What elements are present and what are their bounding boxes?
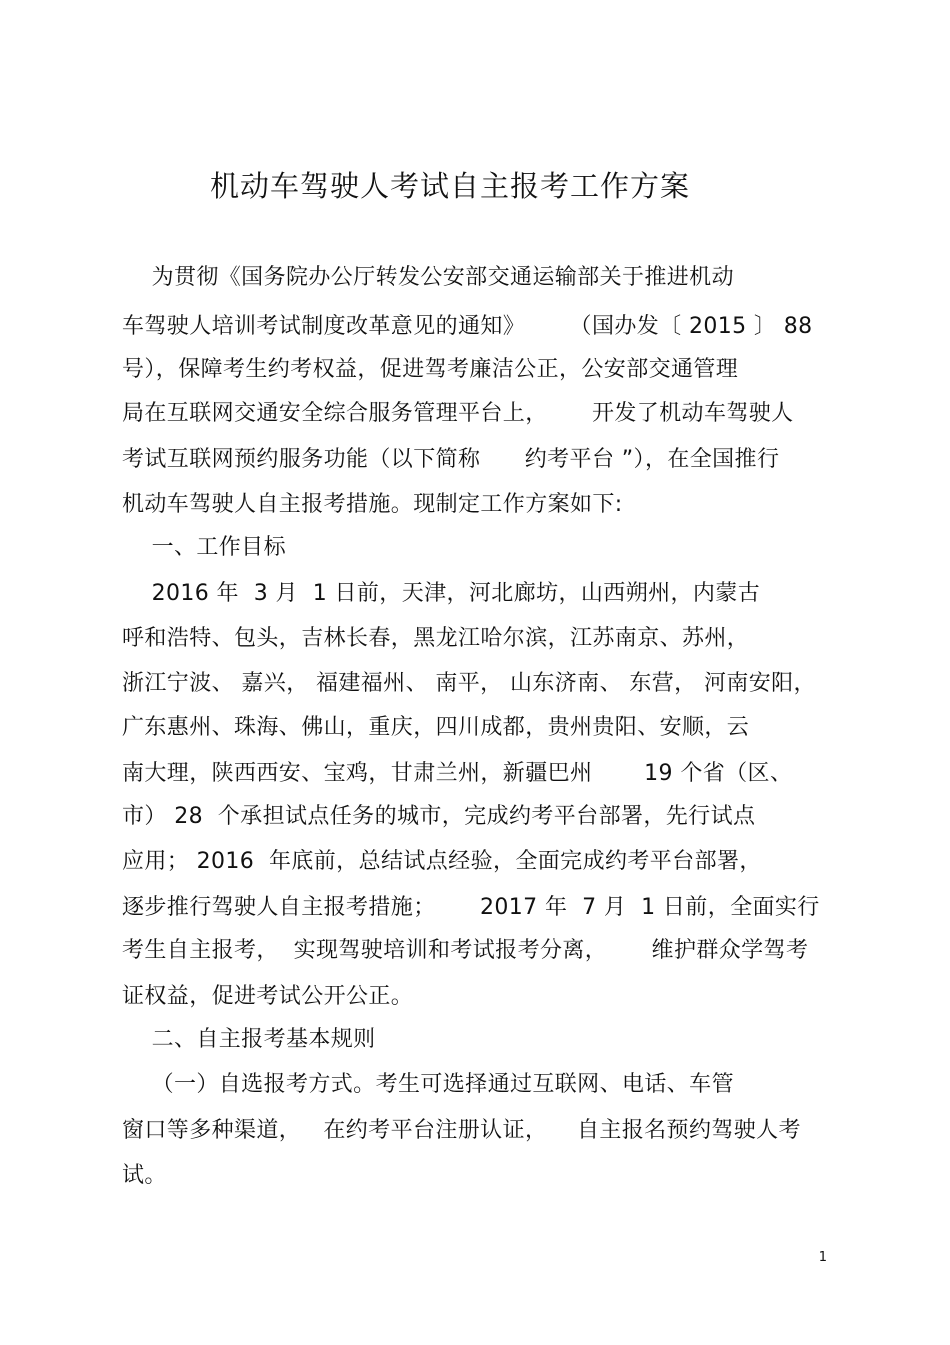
paragraph-line: 考试互联网预约服务功能（以下简称 约考平台 ”），在全国推行 — [122, 447, 780, 472]
paragraph-line: 应用； 2016 年底前，总结试点经验，全面完成约考平台部署， — [122, 849, 762, 874]
paragraph-line: 证权益，促进考试公开公正。 — [122, 984, 414, 1009]
paragraph-line: 浙江宁波、 嘉兴， 福建福州、 南平， 山东济南、 东营， 河南安阳， — [122, 671, 816, 696]
paragraph-line: 逐步推行驾驶人自主报考措施； 2017 年 7 月 1 日前，全面实行 — [122, 895, 820, 920]
paragraph-line: 机动车驾驶人自主报考措施。现制定工作方案如下: — [122, 492, 623, 517]
paragraph-line: 呼和浩特、包头，吉林长春，黑龙江哈尔滨，江苏南京、苏州， — [122, 626, 750, 651]
paragraph-line: 考生自主报考， 实现驾驶培训和考试报考分离， 维护群众学驾考 — [122, 938, 809, 963]
paragraph-line: 窗口等多种渠道， 在约考平台注册认证， 自主报名预约驾驶人考 — [122, 1118, 801, 1143]
section-heading: 二、自主报考基本规则 — [122, 1027, 376, 1052]
paragraph-line: 号），保障考生约考权益，促进驾考廉洁公正，公安部交通管理 — [122, 357, 739, 382]
document-title: 机动车驾驶人考试自主报考工作方案 — [209, 169, 690, 203]
paragraph-line: 2016 年 3 月 1 日前，天津，河北廊坊，山西朔州，内蒙古 — [122, 581, 761, 606]
paragraph-line: 为贯彻《国务院办公厅转发公安部交通运输部关于推进机动 — [122, 265, 734, 290]
paragraph-line: 车驾驶人培训考试制度改革意见的通知》 （国办发〔 2015 〕 88 — [122, 314, 813, 339]
paragraph-line: （一）自选报考方式。考生可选择通过互联网、电话、车管 — [122, 1072, 734, 1097]
section-heading: 一、工作目标 — [122, 535, 286, 560]
paragraph-line: 试。 — [122, 1163, 167, 1188]
page-number: 1 — [818, 1250, 827, 1265]
paragraph-line: 局在互联网交通安全综合服务管理平台上， 开发了机动车驾驶人 — [122, 401, 794, 426]
paragraph-line: 南大理，陕西西安、宝鸡，甘肃兰州，新疆巴州 19 个省（区、 — [122, 761, 793, 786]
paragraph-line: 市） 28 个承担试点任务的城市，完成约考平台部署，先行试点 — [122, 804, 756, 829]
paragraph-line: 广东惠州、珠海、佛山，重庆，四川成都，贵州贵阳、安顺，云 — [122, 715, 750, 740]
